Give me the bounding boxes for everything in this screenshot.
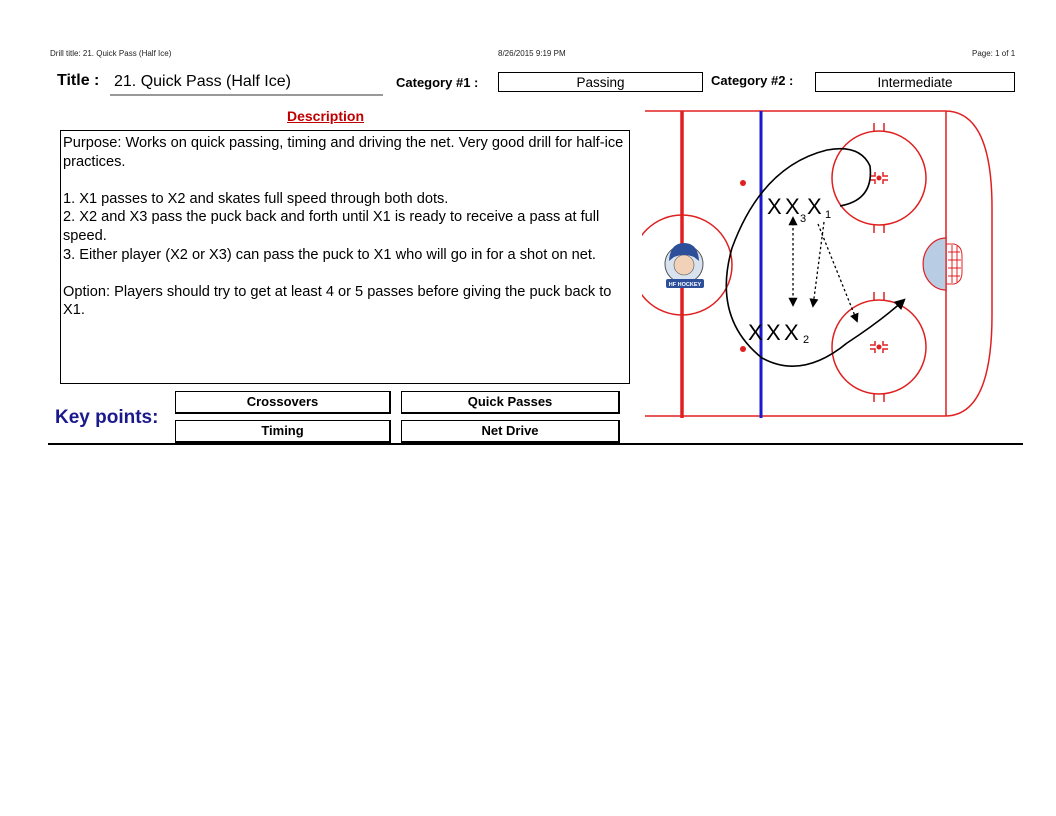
description-box <box>60 130 630 384</box>
hash-marks <box>874 123 884 402</box>
header-page: Page: 1 of 1 <box>972 49 1016 58</box>
player-x: X <box>748 320 763 345</box>
player-x: X <box>767 194 782 219</box>
player-x: X <box>766 320 781 345</box>
key-point-item: Timing <box>175 420 391 443</box>
title-label: Title : <box>57 72 100 89</box>
pass-line <box>818 224 857 321</box>
header-date: 8/26/2015 9:19 PM <box>498 49 566 58</box>
player-x1: X <box>807 194 822 219</box>
key-point-item: Net Drive <box>401 420 620 443</box>
category2-value: Intermediate <box>815 72 1015 92</box>
description-heading: Description <box>287 108 365 124</box>
description-steps: 1. X1 passes to X2 and skates full speed through both dots. 2. X2 and X3 pass the puck back and forth until X1 is ready to receive a pass at full speed. 3. Either player (X2 or X3) can pass the puck to X1 who will go in for a shot on net. <box>63 190 600 263</box>
player-x2: X <box>784 320 799 345</box>
key-point-item: Crossovers <box>175 391 391 414</box>
neutral-dot-bottom <box>740 346 746 352</box>
description-option: Option: Players should try to get at least 4 or 5 passes before giving the puck back to X1. <box>63 283 612 319</box>
category1-value: Passing <box>498 72 703 92</box>
logo-text: HF HOCKEY <box>668 282 702 288</box>
player-x3: X <box>785 194 800 219</box>
player-sub: 2 <box>803 334 810 346</box>
neutral-dot-top <box>740 180 746 186</box>
title-underline <box>110 94 383 96</box>
key-point-item: Quick Passes <box>401 391 620 414</box>
player-sub: 3 <box>800 213 807 225</box>
goal-net <box>946 244 962 284</box>
category2-label: Category #2 : <box>711 73 794 88</box>
drill-title: 21. Quick Pass (Half Ice) <box>114 73 291 90</box>
header-drill-title: Drill title: 21. Quick Pass (Half Ice) <box>50 49 172 58</box>
goal-crease <box>923 238 946 290</box>
category1-label: Category #1 : <box>396 75 479 90</box>
rink-diagram <box>642 108 1002 424</box>
description-purpose: Purpose: Works on quick passing, timing and driving the net. Very good drill for half-ice practices. <box>63 135 624 170</box>
player-sub: 1 <box>825 209 832 221</box>
hf-hockey-logo <box>665 243 704 288</box>
bottom-divider <box>48 443 1023 445</box>
key-points-label: Key points: <box>55 407 159 428</box>
